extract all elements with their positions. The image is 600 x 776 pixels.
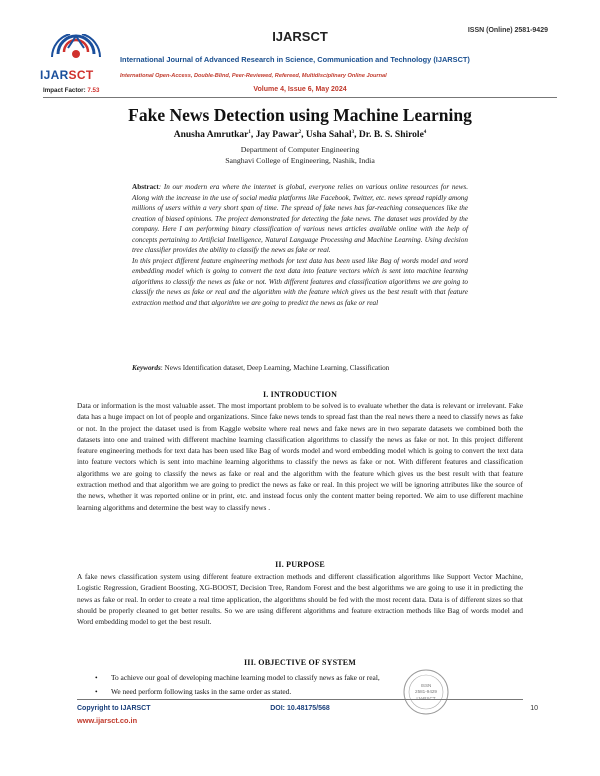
author-name: Jay Pawar — [255, 130, 299, 141]
purpose-text: A fake news classification system using different feature extraction methods and different classification algorithms like Support Vector Machine, Logistic Regression, Gradient Boosting, XG-BOOST, Decision Tree, Random Forest and the best algorithms we are going to use it in predicting the news as fake or real. In order to create a real time application, the algorithms should be fed with the most recent data. Data is of different sizes so that should be properly cleaned to get better results. So we are using different algorithms and feature extraction methods like Bag of words model and Word embedding model to get the best result. — [77, 572, 523, 627]
author-name: Usha Sahal — [305, 130, 352, 141]
keywords: Keywords: News Identification dataset, Deep Learning, Machine Learning, Classification — [132, 364, 390, 372]
list-item: • To achieve our goal of developing machine learning model to classify news as fake or real, — [95, 671, 380, 685]
journal-subtitle: International Open-Access, Double-Blind, Peer-Reviewed, Refereed, Multidisciplinary Online Journal — [120, 73, 387, 79]
paper-title: Fake News Detection using Machine Learning — [128, 105, 472, 125]
impact-factor: Impact Factor: 7.53 — [43, 87, 100, 94]
journal-short-name: IJARSCT — [272, 29, 328, 44]
footer-website-link[interactable]: www.ijarsct.co.in — [77, 716, 138, 725]
volume-issue: Volume 4, Issue 6, May 2024 — [253, 86, 347, 93]
author-name: Anusha Amrutkar — [173, 130, 249, 141]
footer-copyright: Copyright to IJARSCT — [77, 705, 151, 712]
objective-list — [95, 671, 380, 698]
section-heading-objective: III. OBJECTIVE OF SYSTEM — [243, 658, 357, 667]
abstract-paragraph: Abstract: In our modern era where the internet is global, everyone relies on various online resources for news. Along with the increase in the use of social media platforms like Facebook, Twitter, etc. news spread rapidly among millions of users within a very short span of time. The spread of fake news has far-reaching consequences like the creation of biased opinions. The project demonstrated for detecting the fake news. The dataset was provided by the company. Here I am performing binary classification of various news articles available online with the help of concepts pertaining to Artificial Intelligence, Natural Language Processing and Machine Learning. Using decision tree classifier provides the ability to classify the news as fake or real. — [132, 183, 468, 254]
introduction-text: Data or information is the most valuable asset. The most important problem to be solved is to evaluate whether the data is relevant or irrelevant. Fake data has a huge impact on lot of people and organizations. Since fake news tends to spread fast than the real news there a need to classify news as fake or not. In the project the dataset used is from Kaggle website where real news and fake news are in two separate datasets we combined both the datasets into one and trained with different machine learning classification algorithms to classify the news as fake or not. In this project different feature engineering methods for text data has been used like Bag of words model and word embedding model which is going to convert the text data into feature vectors which is sent into machine learning algorithms to classify the news as fake or not. With different features and classification algorithms we are going to classify the news as fake or real and the algorithm with the feature which gives us the best result with that feature extraction method and that algorithm we are going to predict the news as fake or real. In this project we will be ignoring attributes like the source of the news, whether it was reported online or in print, etc. and instead focus only the content matter being reported. We aim to use different machine learning algorithms and determine the best way to classify news . — [77, 401, 523, 512]
logo-wordmark: IJARSCT — [40, 68, 94, 82]
abstract — [132, 182, 468, 308]
journal-full-name: International Journal of Advanced Research in Science, Communication and Technology (IJARSCT) — [120, 55, 470, 64]
section-heading-introduction: I. INTRODUCTION — [262, 390, 338, 399]
affiliation-department: Department of Computer Engineering — [240, 145, 360, 154]
affiliation-college: Sanghavi College of Engineering, Nashik, India — [225, 156, 375, 165]
issn-label: ISSN (Online) 2581-9429 — [467, 27, 548, 34]
footer-doi: DOI: 10.48175/568 — [270, 705, 330, 712]
list-item: • We need perform following tasks in the same order as stated. — [95, 685, 380, 699]
stamp-text: ISSN — [420, 683, 432, 688]
section-heading-purpose: II. PURPOSE — [275, 560, 325, 569]
abstract-paragraph: In this project different feature engineering methods for text data has been used like Bag of words model and word embedding model which is going to convert the text data into feature vectors which is sent into machine learning algorithms to classify the news as fake or not. With different features and classification algorithms we are going to classify the news as fake or real and the algorithm with the feature which gives us the best result with that feature extraction method and that algorithm we are going to predict the news as fake or real — [132, 256, 468, 307]
author-list: Anusha Amrutkar$^1$, Jay Pawar$^2$, Usha Sahal$^3$, Dr. B. S. Shirole$^4$ — [173, 130, 427, 141]
header-divider — [43, 97, 557, 98]
stamp-text: 2581-9429 — [415, 689, 437, 694]
author-name: Dr. B. S. Shirole — [358, 130, 424, 141]
footer-divider — [77, 699, 523, 700]
page-number: 10 — [530, 705, 538, 712]
